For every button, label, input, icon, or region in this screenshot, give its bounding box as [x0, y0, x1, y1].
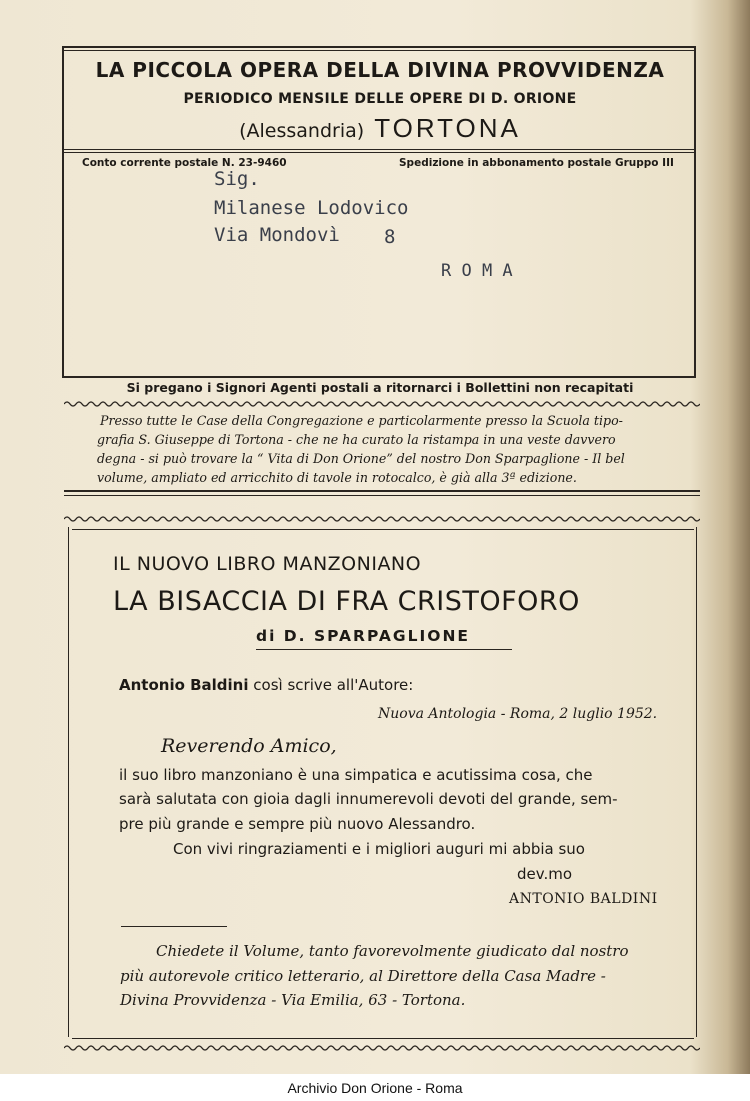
- address-number: 8: [384, 226, 396, 248]
- announcement-line: degna - si può trovare la “ Vita di Don Orione” del nostro Don Sparpaglione - Il bel: [97, 451, 625, 466]
- header-separator: [62, 149, 696, 150]
- letter-line: il suo libro manzoniano è una simpatica e acutissima cosa, che: [119, 766, 593, 784]
- periodical-title: LA PICCOLA OPERA DELLA DIVINA PROVVIDENZA: [95, 58, 665, 82]
- location-city: TORTONA: [374, 113, 521, 143]
- ad-intro-rest: così scrive all'Autore:: [253, 676, 414, 694]
- postal-notice: Si pregano i Signori Agenti postali a ritornarci i Bollettini non recapitati: [126, 380, 634, 395]
- ad-box-right-border: [696, 527, 697, 1037]
- top-frame-rule-inner: [62, 50, 696, 51]
- address-name: Milanese Lodovico: [214, 197, 409, 219]
- section-rule: [64, 490, 700, 492]
- letter-line: pre più grande e sempre più nuovo Alessandro.: [119, 815, 476, 833]
- location-prefix: (Alessandria): [239, 120, 365, 142]
- postal-shipping: Spedizione in abbonamento postale Gruppo III: [399, 157, 674, 169]
- letter-line: Con vivi ringraziamenti e i migliori auguri mi abbia suo: [173, 840, 585, 858]
- order-paragraph: [120, 939, 680, 1013]
- ad-intro-name: Antonio Baldini: [119, 676, 249, 694]
- top-frame-rule: [62, 46, 696, 48]
- letter-line: sarà salutata con gioia dagli innumerevoli devoti del grande, sem-: [119, 790, 618, 808]
- author-underline: [256, 649, 512, 650]
- header-separator-2: [62, 152, 696, 153]
- ad-box-left-border: [68, 527, 69, 1037]
- announcement-line: Presso tutte le Case della Congregazione e particolarmente presso la Scuola tipo-: [100, 413, 623, 428]
- ad-kicker: IL NUOVO LIBRO MANZONIANO: [113, 553, 422, 575]
- frame-left-border: [62, 46, 64, 376]
- order-line: Chiedete il Volume, tanto favorevolmente giudicato dal nostro: [156, 942, 629, 960]
- ad-book-author: di D. SPARPAGLIONE: [256, 627, 471, 645]
- ad-box-inner-bottom: [72, 1038, 694, 1039]
- letter-salutation: Reverendo Amico,: [161, 735, 337, 757]
- frame-right-border: [694, 46, 696, 376]
- ad-intro: [119, 676, 413, 694]
- address-salutation: Sig.: [214, 168, 260, 190]
- wavy-divider-top: [64, 400, 700, 408]
- announcement-line: grafia S. Giuseppe di Tortona - che ne ha curato la ristampa in una veste davvero: [97, 432, 616, 447]
- ad-box-inner-top: [72, 529, 694, 530]
- periodical-subtitle: PERIODICO MENSILE DELLE OPERE DI D. ORIONE: [183, 91, 577, 107]
- frame-bottom-rule: [62, 376, 696, 378]
- ad-box-bottom-border: [64, 1044, 700, 1052]
- letter-closing: dev.mo: [517, 865, 573, 883]
- periodical-location: [70, 113, 690, 144]
- ad-source: Nuova Antologia - Roma, 2 luglio 1952.: [378, 706, 658, 722]
- order-separator: [121, 926, 227, 927]
- archive-footer: Archivio Don Orione - Roma: [287, 1080, 463, 1096]
- letter-signature: ANTONIO BALDINI: [509, 891, 658, 907]
- postal-account: Conto corrente postale N. 23-9460: [82, 157, 287, 169]
- ad-book-title: LA BISACCIA DI FRA CRISTOFORO: [113, 586, 580, 617]
- address-city: R O M A: [441, 261, 513, 281]
- announcement-line: volume, ampliato ed arricchito di tavole in rotocalco, è già alla 3ª edizione.: [97, 470, 577, 485]
- announcement-paragraph: [97, 411, 705, 487]
- order-line: Divina Provvidenza - Via Emilia, 63 - Tortona.: [120, 991, 466, 1009]
- section-rule-2: [64, 495, 700, 496]
- address-street: Via Mondovì: [214, 224, 340, 246]
- order-line: più autorevole critico letterario, al Direttore della Casa Madre -: [120, 966, 606, 985]
- ad-box-top-border: [64, 515, 700, 523]
